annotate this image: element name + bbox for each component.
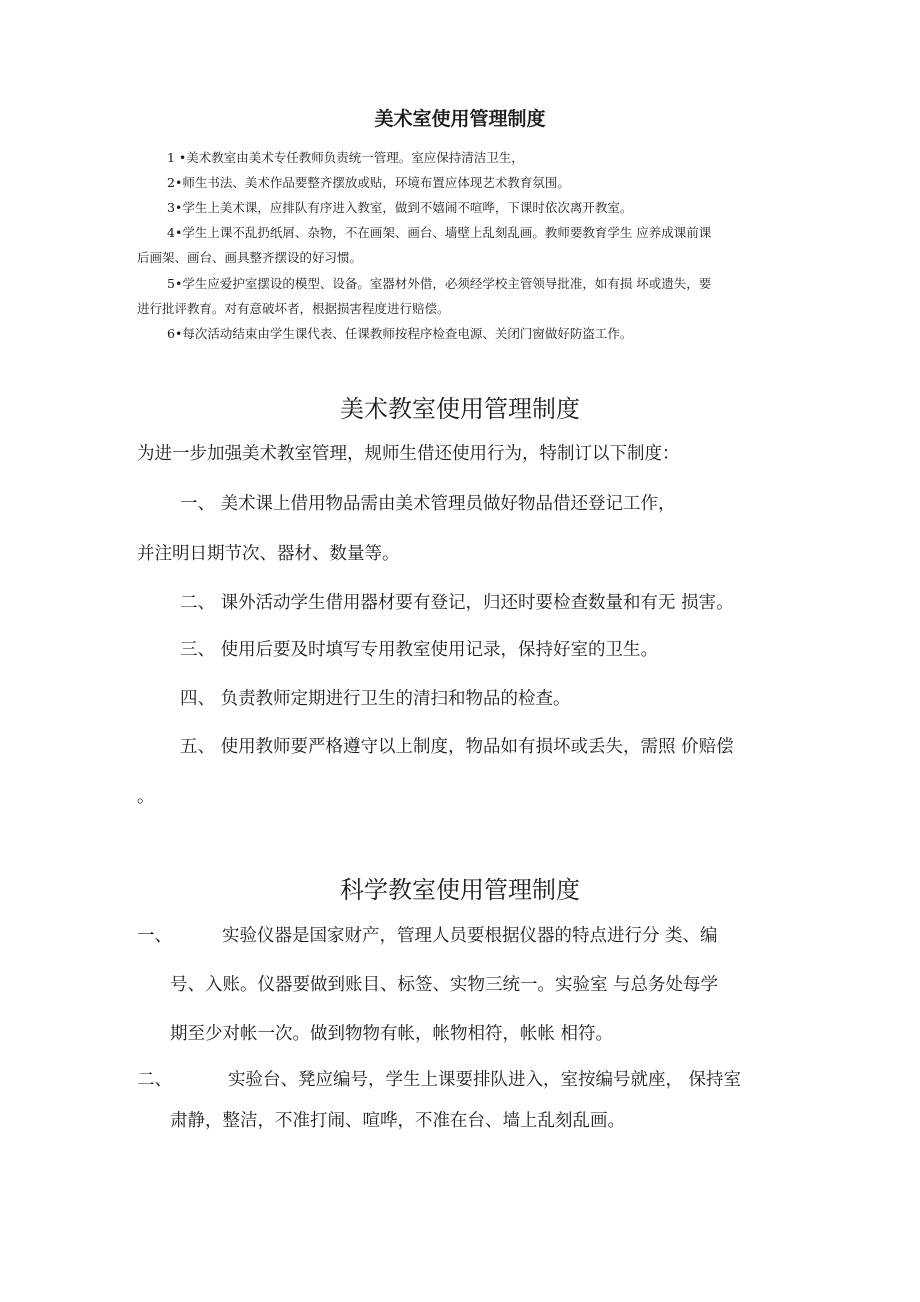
- section3-item-1-text: 实验仪器是国家财产，管理人员要根据仪器的特点进行分 类、编: [222, 926, 718, 946]
- section1-item-3: 3•学生上美术课，应排队有序进入教室，做到不嬉闹不喧哗，下课时依次离开教室。: [167, 200, 633, 215]
- section2-line-1: 一、 美术课上借用物品需由美术管理员做好物品借还登记工作，: [180, 494, 676, 514]
- section1-item-4: 4•学生上课不乱扔纸屑、杂物，不在画架、画台、墙壁上乱刻乱画。教师要教育学生 应养成课前课: [167, 225, 712, 240]
- section3-item-2-cont-1: 肃静，整洁，不准打闹、喧哗，不准在台、墙上乱刻乱画。: [170, 1111, 625, 1131]
- section1-item-1: 1 •美术教室由美术专任教师负责统一管理。室应保持清洁卫生，: [167, 150, 524, 165]
- section3-item-1-number: 一、: [137, 926, 172, 946]
- section3-item-2-number: 二、: [137, 1070, 172, 1090]
- section3-item-1-cont-2: 期至少对帐一次。做到物物有帐，帐物相符，帐帐 相符。: [170, 1024, 614, 1044]
- section3-item-1-cont-1: 号、入账。仪器要做到账目、标签、实物三统一。实验室 与总务处每学: [170, 975, 719, 995]
- section2-title: 美术教室使用管理制度: [340, 395, 580, 423]
- section1-item-5-cont: 进行批评教育。对有意破坏者，根据损害程度进行赔偿。: [137, 301, 450, 316]
- section1-item-4-cont: 后画架、画台、画具整齐摆设的好习惯。: [137, 250, 363, 265]
- section2-line-3: 三、 使用后要及时填写专用教室使用记录，保持好室的卫生。: [180, 640, 659, 660]
- section2-line-4: 四、 负责教师定期进行卫生的清扫和物品的检查。: [180, 689, 571, 709]
- section2-line-2: 二、 课外活动学生借用器材要有登记，归还时要检查数量和有无 损害。: [180, 593, 734, 613]
- section3-title: 科学教室使用管理制度: [340, 876, 580, 904]
- section2-line-1-cont: 并注明日期节次、器材、数量等。: [137, 544, 400, 564]
- section1-title: 美术室使用管理制度: [374, 108, 546, 130]
- section2-line-5-cont: 。: [137, 787, 155, 807]
- section1-item-2: 2•师生书法、美术作品要整齐摆放或贴，环境布置应体现艺术教育氛围。: [167, 175, 570, 190]
- section2-line-5: 五、 使用教师要严格遵守以上制度，物品如有损坏或丢失，需照 价赔偿: [180, 737, 734, 757]
- section1-item-6: 6•每次活动结束由学生课代表、任课教师按程序检查电源、关闭门窗做好防盗工作。: [167, 326, 633, 341]
- section3-item-2-text: 实验台、凳应编号，学生上课要排队进入，室按编号就座， 保持室: [228, 1070, 742, 1090]
- section2-intro: 为进一步加强美术教室管理，规师生借还使用行为，特制订以下制度：: [137, 444, 680, 464]
- section1-item-5: 5•学生应爱护室摆设的模型、设备。室器材外借，必须经学校主管领导批准，如有损 坏或遗失，要: [167, 276, 712, 291]
